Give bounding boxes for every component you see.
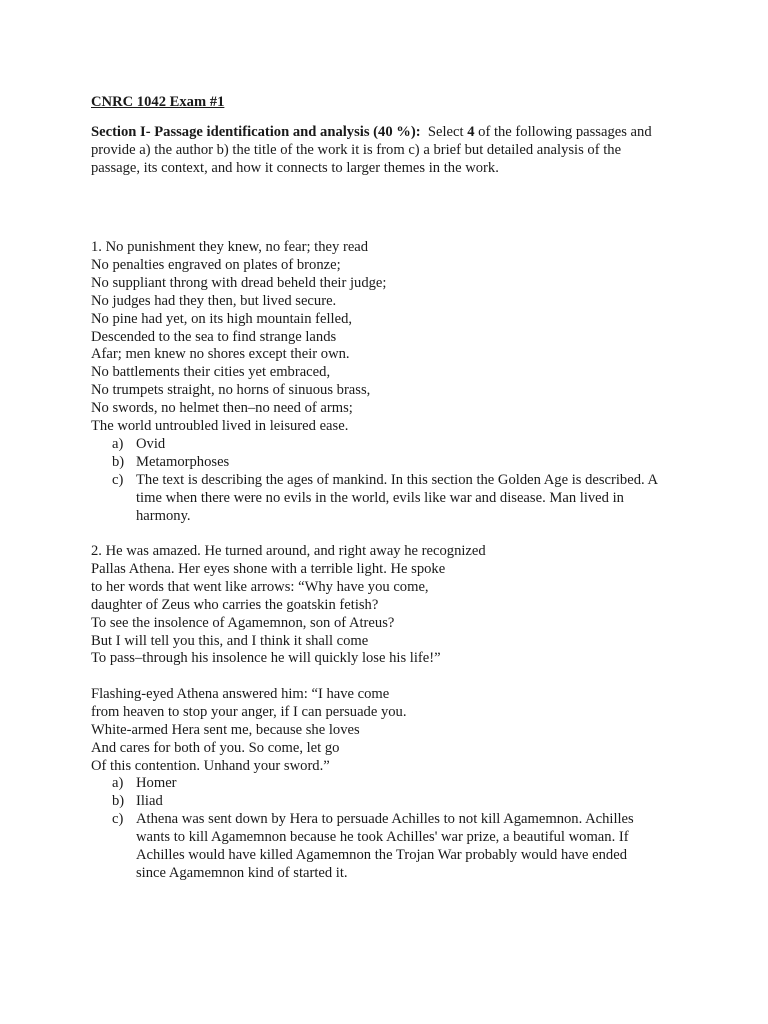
passage-line: The world untroubled lived in leisured ease.: [91, 418, 349, 435]
answer-item: [91, 472, 731, 526]
answer-text: Athena was sent down by Hera to persuade Achilles to not kill Agamemnon. Achilles: [136, 810, 634, 827]
passage-line: Descended to the sea to find strange lands: [91, 328, 337, 345]
answer-marker: c): [112, 810, 124, 827]
answer-item: [91, 811, 731, 883]
answer-text: Metamorphoses: [136, 453, 230, 470]
instructions-line-3: passage, its context, and how it connects to larger themes in the work.: [91, 159, 499, 176]
exam-title: CNRC 1042 Exam #1: [91, 94, 225, 110]
answer-text: wants to kill Agamemnon because he took Achilles' war prize, a beautiful woman. If: [136, 828, 629, 845]
passage-line: But I will tell you this, and I think it shall come: [91, 632, 369, 649]
answer-text: Homer: [136, 775, 177, 791]
passage-line: To pass–through his insolence he will quickly lose his life!”: [91, 650, 441, 667]
passage-line: White-armed Hera sent me, because she loves: [91, 721, 360, 738]
answer-item: [91, 436, 731, 454]
answer-text: since Agamemnon kind of started it.: [136, 864, 348, 881]
instruction-pre: Select: [427, 124, 468, 140]
passage-line: No suppliant throng with dread beheld their judge;: [91, 274, 387, 291]
passage-line: from heaven to stop your anger, if I can persuade you.: [91, 703, 407, 720]
answer-text: The text is describing the ages of mankind. In this section the Golden Age is described. A: [136, 471, 659, 488]
passage-line: No judges had they then, but lived secure.: [91, 292, 337, 309]
passage-line: Pallas Athena. Her eyes shone with a terrible light. He spoke: [91, 560, 446, 577]
answer-item: [91, 793, 731, 811]
passage-2-text: [91, 543, 486, 668]
answer-text: Achilles would have killed Agamemnon the Trojan War probably would have ended: [136, 846, 627, 863]
passage-line: to her words that went like arrows: “Why have you come,: [91, 578, 429, 595]
passage-line: No trumpets straight, no horns of sinuous brass,: [91, 382, 371, 399]
section-instructions: [91, 124, 691, 178]
answer-marker: b): [112, 792, 125, 809]
passage-line: Afar; men knew no shores except their own.: [91, 346, 350, 363]
passage-line: No penalties engraved on plates of bronze;: [91, 256, 341, 273]
answer-text: Iliad: [136, 792, 163, 809]
section-heading: Section I- Passage identification and analysis (40 %):: [91, 124, 421, 140]
passage-1-text: [91, 239, 386, 436]
passage-line: No pine had yet, on its high mountain felled,: [91, 310, 353, 327]
passage-line: Of this contention. Unhand your sword.”: [91, 757, 330, 774]
answer-marker: b): [112, 453, 125, 470]
answer-text: harmony.: [136, 507, 191, 524]
instruction-post: of the following passages and: [474, 124, 652, 140]
passage-1-answers: [91, 436, 731, 526]
passage-line: No swords, no helmet then–no need of arms;: [91, 400, 353, 417]
instructions-line-2: provide a) the author b) the title of the work it is from c) a brief but detailed analysis of the: [91, 141, 622, 158]
answer-item: [91, 454, 731, 472]
passage-line: 1. No punishment they knew, no fear; they read: [91, 239, 369, 255]
instruction-count: 4: [467, 124, 475, 140]
passage-line: Flashing-eyed Athena answered him: “I have come: [91, 686, 390, 702]
instructions-line-1: [91, 124, 691, 142]
passage-line: daughter of Zeus who carries the goatskin fetish?: [91, 596, 379, 613]
answer-text: time when there were no evils in the world, evils like war and disease. Man lived in: [136, 489, 624, 506]
passage-2-text-continued: [91, 686, 407, 776]
answer-marker: a): [112, 436, 124, 452]
passage-2-answers: [91, 775, 731, 882]
answer-item: [91, 775, 731, 793]
passage-line: And cares for both of you. So come, let go: [91, 739, 340, 756]
passage-line: 2. He was amazed. He turned around, and right away he recognized: [91, 543, 486, 559]
answer-marker: a): [112, 775, 124, 791]
passage-line: No battlements their cities yet embraced,: [91, 364, 331, 381]
answer-text: Ovid: [136, 436, 166, 452]
answer-marker: c): [112, 471, 124, 488]
passage-line: To see the insolence of Agamemnon, son of Atreus?: [91, 614, 395, 631]
